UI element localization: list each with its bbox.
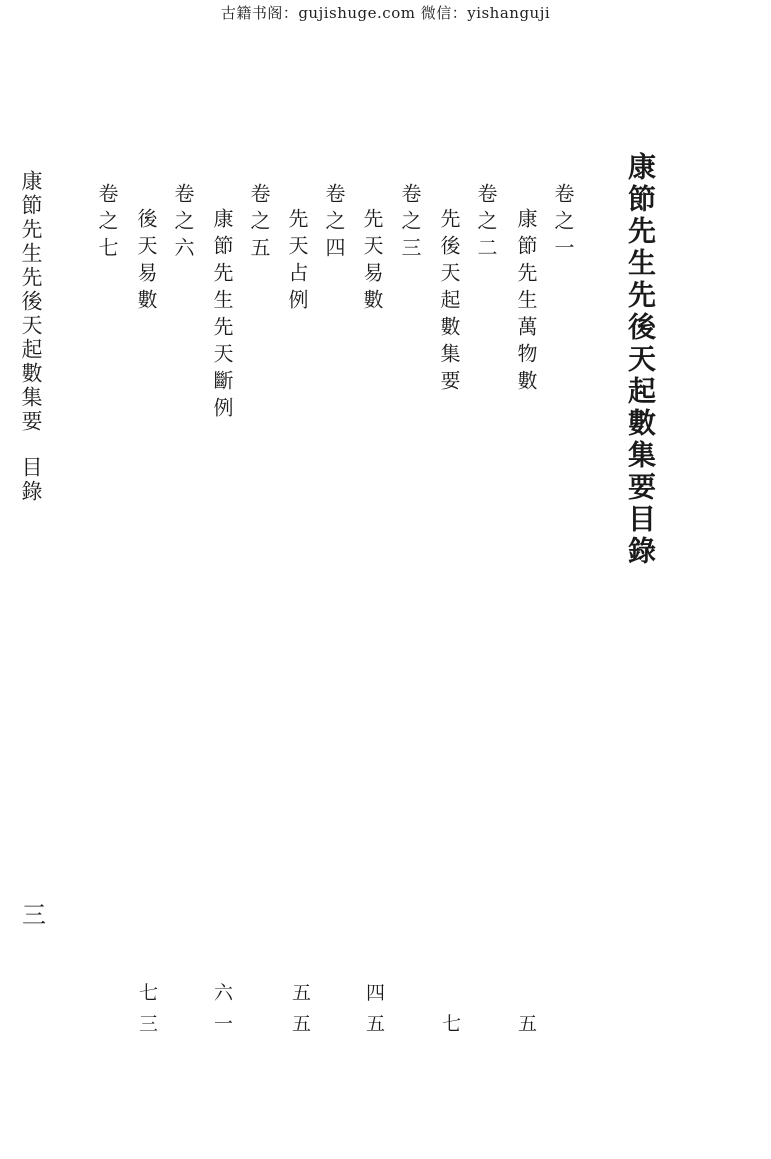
toc-chapter-4: 卷之四 xyxy=(322,183,346,264)
toc-page-bottom-1: 五 xyxy=(518,1013,538,1035)
toc-page-bottom-6: 三 xyxy=(139,1013,159,1035)
page-number: 三 xyxy=(22,901,46,929)
toc-page-bottom-3: 五 xyxy=(366,1013,386,1035)
toc-title-5: 康節先生先天斷例 xyxy=(210,208,234,424)
toc-page-top-5: 六 xyxy=(214,982,234,1004)
toc-page-top-6: 七 xyxy=(139,982,159,1004)
margin-title-text: 康節先生先後天起數集要 xyxy=(19,170,43,434)
toc-page-bottom-5: 一 xyxy=(214,1013,234,1035)
toc-page-bottom-4: 五 xyxy=(292,1013,312,1035)
margin-book-title xyxy=(20,170,41,504)
toc-page-top-4: 五 xyxy=(292,982,312,1004)
toc-chapter-5: 卷之五 xyxy=(247,183,271,264)
toc-title-4: 先天占例 xyxy=(285,208,309,316)
toc-page-top-3: 四 xyxy=(366,982,386,1004)
toc-chapter-7: 卷之七 xyxy=(95,183,119,264)
page-title: 康節先生先後天起數集要目錄 xyxy=(624,152,657,568)
toc-chapter-2: 卷之二 xyxy=(474,183,498,264)
toc-title-3: 先天易數 xyxy=(360,208,384,316)
toc-chapter-6: 卷之六 xyxy=(171,183,195,264)
toc-page-bottom-2: 七 xyxy=(442,1013,462,1035)
toc-chapter-3: 卷之三 xyxy=(398,183,422,264)
margin-section-text: 目錄 xyxy=(19,456,43,504)
watermark-header: 古籍书阁：gujishuge.com 微信：yishanguji xyxy=(220,4,551,22)
toc-title-6: 後天易數 xyxy=(134,208,158,316)
toc-title-1: 康節先生萬物數 xyxy=(514,208,538,397)
toc-title-2: 先後天起數集要 xyxy=(437,208,461,397)
toc-chapter-1: 卷之一 xyxy=(551,183,575,264)
